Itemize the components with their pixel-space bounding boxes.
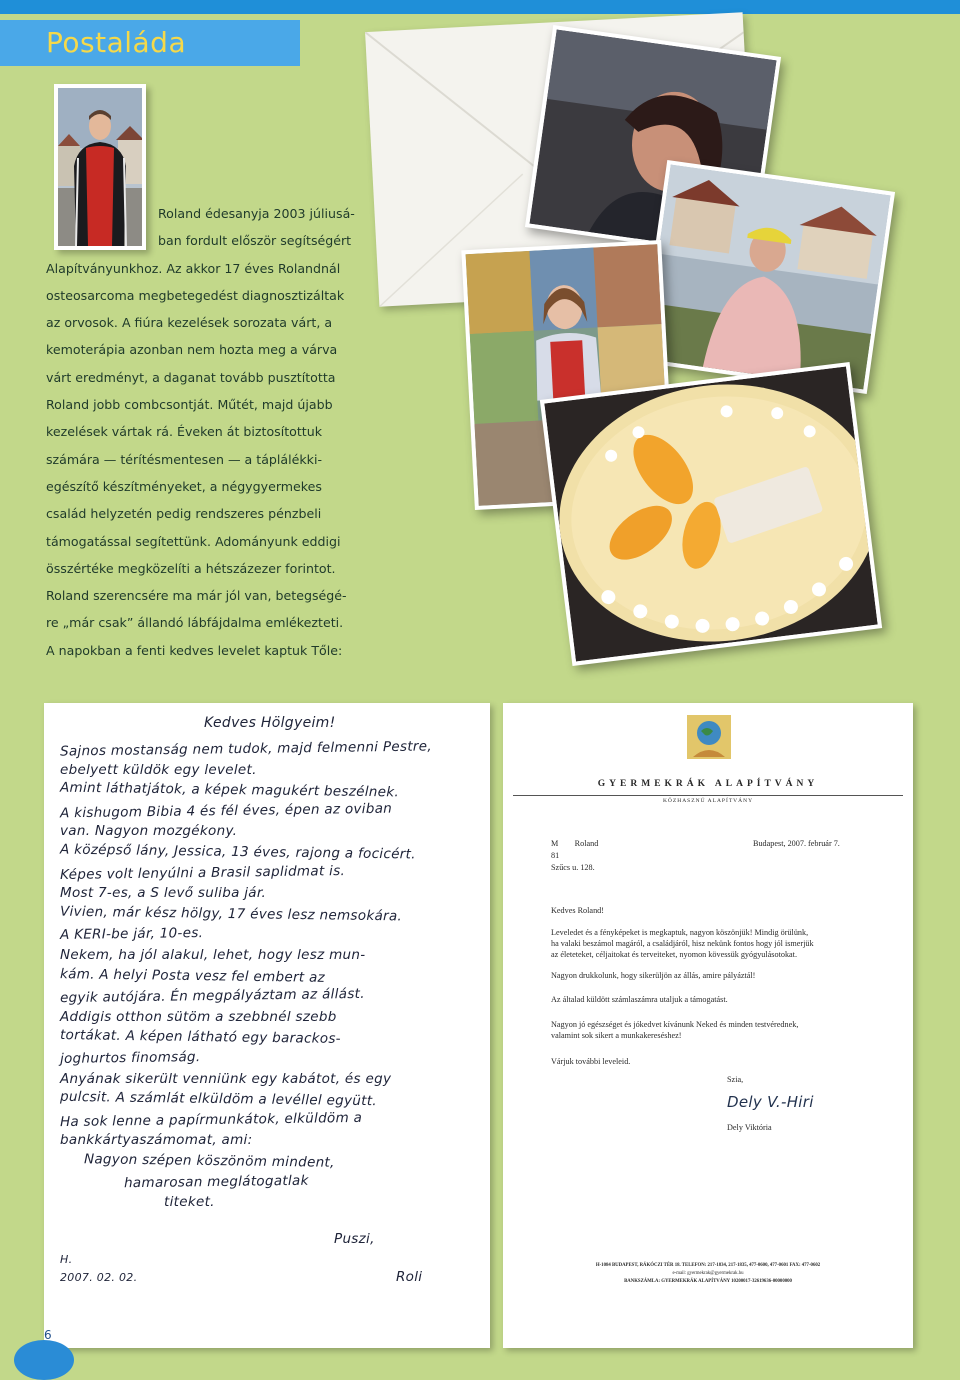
handwritten-line: Anyának sikerült venniünk egy kabátot, és egy (60, 1070, 392, 1087)
article-line: támogatással segítettünk. Adományunk eddigi (46, 533, 341, 549)
signer-name: Dely Viktória (727, 1123, 772, 1132)
article-line: Roland szerencsére ma már jól van, betegségé- (46, 588, 347, 604)
photo-woman-cap (639, 160, 895, 394)
org-name: GYERMEKRÁK ALAPÍTVÁNY (597, 779, 819, 789)
salutation: Kedves Roland! (551, 906, 604, 915)
article-line: az orvosok. A fiúra kezelések sorozata várt, a (46, 315, 333, 331)
handwritten-line: tortákat. A képen látható egy barackos- (59, 1027, 342, 1048)
handwritten-line: ebelyett küldök egy levelet. (60, 761, 257, 778)
handwritten-line: A kishugom Bibia 4 és fél éves, épen az oviban (59, 800, 393, 822)
typed-paragraph-2: Nagyon drukkolunk, hogy sikerüljön az állás, amire pályáztál! (551, 971, 756, 980)
typed-line: ha valaki beszámol magáról, a családjáról, hisz nekünk fontos hogy jól ismerjük (551, 939, 814, 948)
handwritten-line: Ha sok lenne a papírmunkátok, elküldöm a (59, 1109, 363, 1130)
article-line: várt eredményt, a daganat tovább pusztította (46, 369, 336, 385)
handwritten-line: hamarosan meglátogatlak (123, 1172, 309, 1191)
article-line: összértéke megközelíti a hétszázezer forintot. (46, 560, 336, 576)
article-line: A napokban a fenti kedves levelet kaptuk Tőle: (46, 642, 343, 658)
corner-decoration (14, 1340, 74, 1380)
typed-regards: Szia, (727, 1075, 744, 1084)
handwritten-line: joghurtos finomság. (59, 1049, 201, 1067)
handwritten-greeting: Kedves Hölgyeim! (204, 715, 336, 731)
handwritten-line: Nekem, ha jól alakul, lehet, hogy lesz mun- (60, 947, 366, 963)
handwritten-line: egyik autójára. Én megpályáztam az állást. (59, 986, 365, 1007)
handwritten-closing: Puszi, (334, 1231, 375, 1247)
photo-cake (540, 362, 882, 666)
foundation-logo-icon (683, 713, 735, 763)
article-line: számára — térítésmentesen — a táplálékki- (46, 451, 323, 467)
article-line: család helyzetén pedig rendszeres pénzbeli (46, 506, 322, 522)
header-divider (513, 795, 903, 796)
article-line: Roland édesanyja 2003 júliusá- (158, 206, 355, 221)
handwritten-line: titeket. (164, 1194, 215, 1211)
place-date: Budapest, 2007. február 7. (753, 839, 840, 848)
article-line: kemoterápia azonban nem hozta meg a várva (46, 342, 338, 358)
recipient-address-2: Szűcs u. 128. (551, 863, 595, 872)
handwritten-line: A középső lány, Jessica, 13 éves, rajong a focicért. (59, 841, 416, 863)
handwritten-line: Most 7-es, a S levő suliba jár. (60, 885, 267, 902)
footer-email: e-mail: gyermekrak@gyermekrak.hu (672, 1271, 744, 1276)
handwritten-signature: Roli (396, 1269, 423, 1285)
article-line: ban fordult először segítségért (158, 233, 352, 249)
article-line: osteosarcoma megbetegedést diagnosztizáltak (46, 287, 345, 303)
typed-paragraph-3: Az általad küldött számlaszámra utaljuk a támogatást. (551, 995, 728, 1004)
handwritten-line: Vivien, már kész hölgy, 17 éves lesz nemsokára. (59, 903, 403, 925)
handwritten-line: Addigis otthon sütöm a szebbnél szebb (60, 1008, 337, 1025)
handwritten-line: A KERI-be jár, 10-es. (59, 925, 204, 944)
top-color-bar (0, 0, 960, 14)
article-line: kezelések vártak rá. Éveken át biztosítottuk (46, 424, 322, 440)
recipient-address-1: 81 (551, 851, 560, 860)
handwritten-date: 2007. 02. 02. (60, 1271, 138, 1284)
article-body (46, 200, 364, 664)
typed-paragraph-1 (551, 927, 814, 960)
typed-line: valamint sok sikert a munkakereséshez! (551, 1031, 682, 1040)
typed-closing: Várjuk további leveleid. (551, 1057, 631, 1066)
section-title: Postaláda (46, 26, 187, 59)
org-subtitle: KÖZHASZNÚ ALAPÍTVÁNY (662, 798, 754, 804)
handwritten-letter (44, 703, 490, 1348)
recipient-name: M Roland (551, 839, 599, 848)
handwritten-line: Amint láthatjátok, a képek magukért beszélnek. (59, 779, 400, 801)
handwritten-line: pulcsit. A számlát elküldöm a levéllel együtt. (59, 1088, 378, 1110)
handwritten-place: H. (60, 1253, 73, 1266)
handwritten-line: kám. A helyi Posta vesz fel embert az (59, 965, 326, 986)
page-number: 6 (44, 1328, 52, 1342)
handwritten-line: Nagyon szépen köszönöm mindent, (83, 1151, 335, 1171)
typed-paragraph-4 (551, 1019, 798, 1041)
footer-bank: BANKSZÁMLA: GYERMEKRÁK ALAPÍTVÁNY 10200017-32619636-00000000 (624, 1279, 792, 1284)
handwritten-line: Sajnos mostanság nem tudok, majd felmenni Pestre, (59, 738, 433, 760)
handwritten-line: van. Nagyon mozgékony. (60, 823, 238, 840)
article-line: Alapítványunkhoz. Az akkor 17 éves Rolandnál (46, 260, 341, 276)
article-line: egészítő készítményeket, a négygyermekes (46, 478, 322, 494)
footer-address: H-1084 BUDAPEST, RÁKÓCZI TÉR 18. TELEFON: 217-1834, 217-1835, 477-0600, 477-0601 FAX: 477-0602 (595, 1263, 821, 1268)
handwritten-line: Képes volt lenyúlni a Brasil saplidmat is. (59, 862, 346, 883)
handwritten-line: bankkártyaszámomat, ami: (60, 1132, 253, 1149)
article-line: Roland jobb combcsontját. Műtét, majd újabb (46, 397, 333, 413)
article-line: re „már csak” állandó lábfájdalma emlékezteti. (46, 615, 344, 631)
typed-line: Nagyon jó egészséget és jókedvet kívánunk Neked és minden testvérednek, (551, 1020, 799, 1029)
typed-line: az életeteket, céljaitokat és terveiteket, nyomon kövessük gyógyulásotokat. (551, 950, 798, 959)
typed-line: Leveledet és a fényképeket is megkaptuk, nagyon köszönjük! Mindig örülünk, (551, 928, 809, 937)
typed-letter (503, 703, 913, 1348)
typed-signature: Dely V.-Hiri (727, 1093, 814, 1111)
